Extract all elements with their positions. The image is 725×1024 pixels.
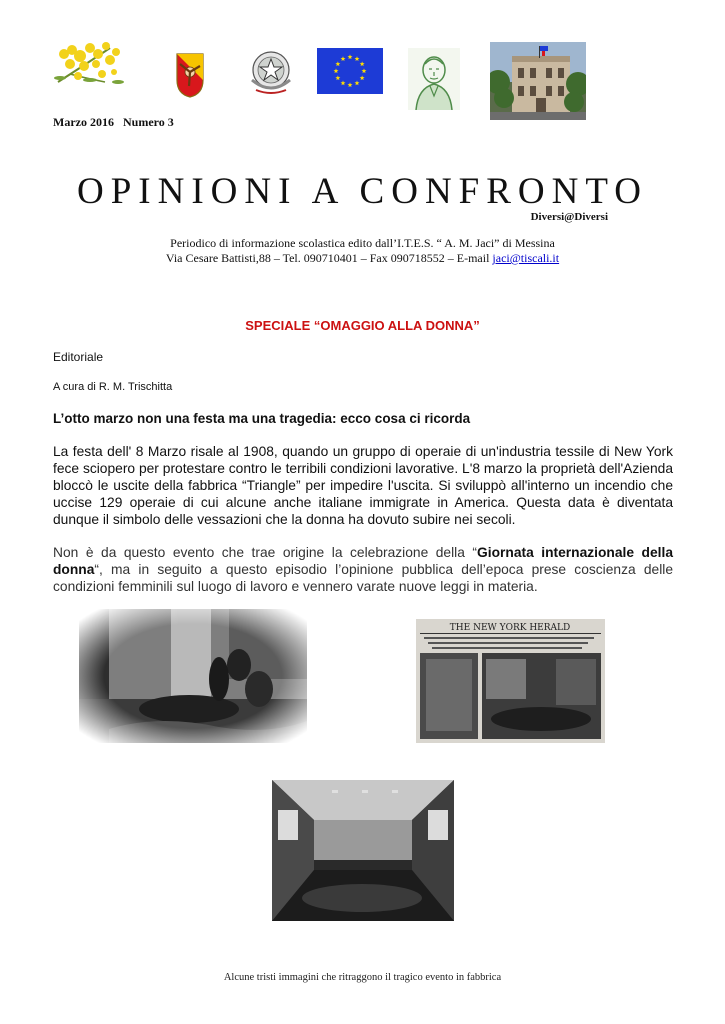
publication-info-line2 bbox=[0, 251, 725, 266]
masthead-title: OPINIONI A CONFRONTO bbox=[76, 171, 649, 212]
article-paragraph-1: La festa dell' 8 Marzo risale al 1908, quando un gruppo di operaie di un'industria tessile di New York fece sciopero per protestare contro le terribili condizioni lavorative. L'8 marzo la proprietà dell'Azienda bloccò le uscite della fabbrica “Triangle” per impedire l'uscita. Si sviluppò all'interno un incendio che uccise 129 operaie di cui alcune anche italiane immigrate in America. Questa data è diventata dunque il simbolo delle vessazioni che la donna ha dovuto subire nei secoli. bbox=[53, 444, 673, 527]
section-title: SPECIALE “OMAGGIO ALLA DONNA” bbox=[245, 318, 480, 333]
motto: Diversi@Diversi bbox=[530, 211, 608, 223]
address-contacts: Via Cesare Battisti,88 – Tel. 090710401 – Fax 090718552 – E-mail bbox=[165, 251, 493, 265]
jaci-portrait bbox=[408, 48, 460, 110]
kicker: Editoriale bbox=[53, 350, 104, 364]
publication-info bbox=[0, 236, 725, 266]
italian-republic-emblem bbox=[246, 46, 296, 98]
article-paragraph-2 bbox=[53, 544, 673, 595]
paragraph-2-bold: Giornata internazionale della donna bbox=[53, 545, 674, 577]
eu-flag bbox=[317, 48, 383, 94]
publication-info-line1: Periodico di informazione scolastica edito dall’I.T.E.S. “ A. M. Jaci” di Messina bbox=[170, 236, 555, 250]
paragraph-2-start: Non è da questo evento che trae origine la celebrazione della “ bbox=[53, 545, 478, 560]
fire-aftermath-photo bbox=[79, 609, 307, 743]
photo-caption: Alcune tristi immagini che ritraggono il tragico evento in fabbrica bbox=[223, 972, 502, 983]
author-line: A cura di R. M. Trischitta bbox=[53, 381, 173, 393]
sicily-region-emblem bbox=[175, 50, 205, 98]
school-building-photo bbox=[490, 42, 586, 120]
newspaper-masthead: THE NEW YORK HERALD bbox=[449, 623, 571, 633]
mimosa-logo bbox=[50, 38, 128, 90]
paragraph-2-end: “, ma in seguito a questo episodio l’opinione pubblica dell’epoca prese coscienza delle condizioni femminili sul luogo di lavoro e vennero varate nuove leggi in materia. bbox=[53, 562, 673, 594]
article-headline: L’otto marzo non una festa ma una tragedia: ecco cosa ci ricorda bbox=[53, 411, 471, 426]
newspaper-clipping-photo bbox=[416, 619, 605, 743]
issue-info: Marzo 2016 Numero 3 bbox=[53, 115, 174, 129]
factory-interior-photo bbox=[272, 780, 454, 921]
email-link[interactable]: jaci@tiscali.it bbox=[492, 251, 560, 265]
